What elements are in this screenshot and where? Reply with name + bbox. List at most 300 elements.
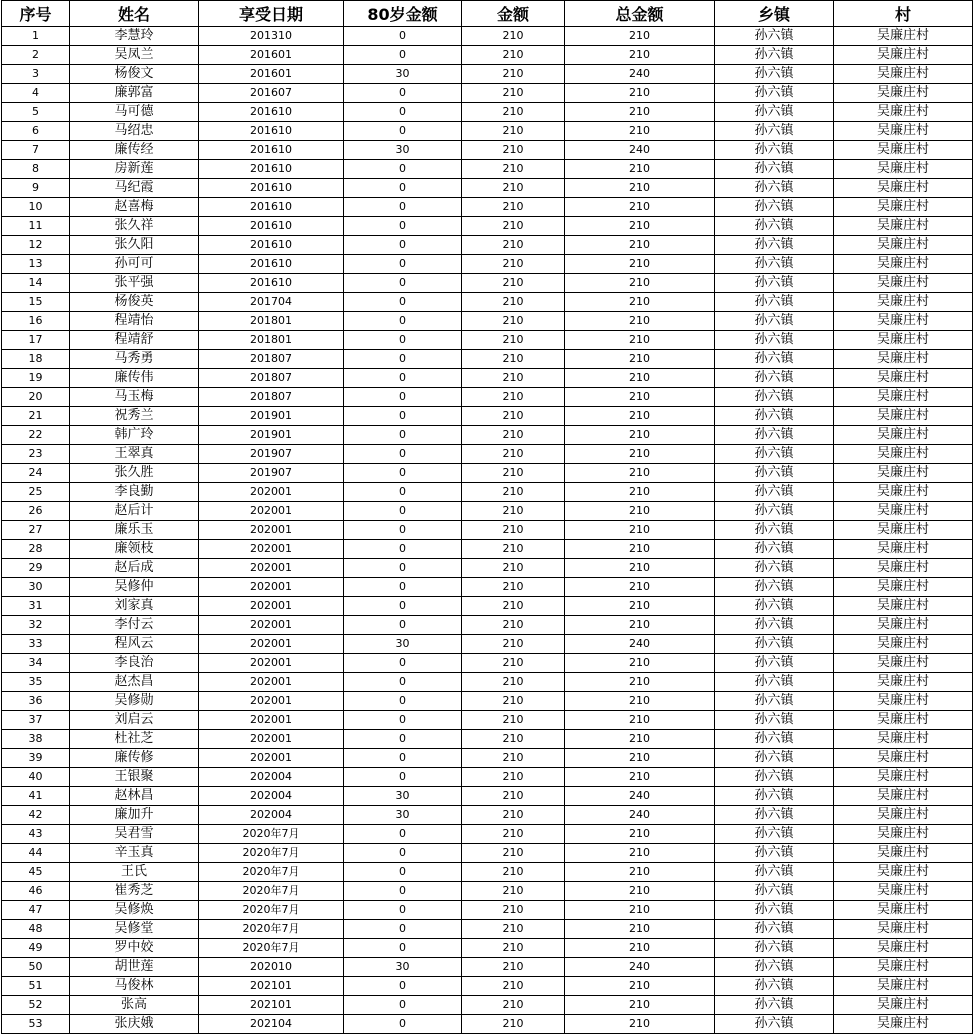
cell-name: 王氏 bbox=[70, 863, 199, 882]
cell-total-amount: 210 bbox=[565, 483, 715, 502]
table-row bbox=[2, 654, 973, 673]
table-row bbox=[2, 160, 973, 179]
header-village: 村 bbox=[834, 1, 973, 27]
cell-total-amount: 210 bbox=[565, 863, 715, 882]
cell-start-date: 202001 bbox=[199, 483, 344, 502]
cell-village: 吴廉庄村 bbox=[834, 483, 973, 502]
cell-start-date: 201310 bbox=[199, 27, 344, 46]
cell-index: 14 bbox=[2, 274, 70, 293]
cell-start-date: 202001 bbox=[199, 540, 344, 559]
cell-total-amount: 210 bbox=[565, 312, 715, 331]
subsidy-table bbox=[1, 0, 973, 1034]
cell-amount: 210 bbox=[462, 255, 565, 274]
cell-town: 孙六镇 bbox=[715, 483, 834, 502]
cell-name: 赵杰昌 bbox=[70, 673, 199, 692]
cell-80-amount: 0 bbox=[344, 559, 462, 578]
cell-village: 吴廉庄村 bbox=[834, 882, 973, 901]
cell-amount: 210 bbox=[462, 597, 565, 616]
cell-total-amount: 210 bbox=[565, 768, 715, 787]
header-start-date: 享受日期 bbox=[199, 1, 344, 27]
cell-80-amount: 30 bbox=[344, 806, 462, 825]
cell-start-date: 201610 bbox=[199, 217, 344, 236]
cell-index: 29 bbox=[2, 559, 70, 578]
cell-start-date: 201801 bbox=[199, 312, 344, 331]
cell-total-amount: 210 bbox=[565, 996, 715, 1015]
cell-town: 孙六镇 bbox=[715, 711, 834, 730]
cell-80-amount: 0 bbox=[344, 445, 462, 464]
cell-amount: 210 bbox=[462, 1015, 565, 1034]
cell-start-date: 201601 bbox=[199, 46, 344, 65]
cell-total-amount: 210 bbox=[565, 711, 715, 730]
cell-village: 吴廉庄村 bbox=[834, 350, 973, 369]
cell-total-amount: 210 bbox=[565, 350, 715, 369]
cell-name: 程风云 bbox=[70, 635, 199, 654]
cell-town: 孙六镇 bbox=[715, 312, 834, 331]
cell-village: 吴廉庄村 bbox=[834, 369, 973, 388]
cell-80-amount: 0 bbox=[344, 730, 462, 749]
cell-start-date: 201901 bbox=[199, 407, 344, 426]
cell-town: 孙六镇 bbox=[715, 578, 834, 597]
cell-village: 吴廉庄村 bbox=[834, 825, 973, 844]
cell-name: 杜社芝 bbox=[70, 730, 199, 749]
cell-village: 吴廉庄村 bbox=[834, 616, 973, 635]
table-row bbox=[2, 844, 973, 863]
cell-name: 王翠真 bbox=[70, 445, 199, 464]
cell-start-date: 201610 bbox=[199, 160, 344, 179]
cell-80-amount: 0 bbox=[344, 160, 462, 179]
cell-name: 张久阳 bbox=[70, 236, 199, 255]
cell-village: 吴廉庄村 bbox=[834, 141, 973, 160]
cell-total-amount: 210 bbox=[565, 369, 715, 388]
cell-total-amount: 210 bbox=[565, 844, 715, 863]
cell-start-date: 201610 bbox=[199, 179, 344, 198]
cell-index: 24 bbox=[2, 464, 70, 483]
cell-name: 韩广玲 bbox=[70, 426, 199, 445]
cell-start-date: 202001 bbox=[199, 673, 344, 692]
cell-name: 祝秀兰 bbox=[70, 407, 199, 426]
cell-80-amount: 0 bbox=[344, 103, 462, 122]
cell-village: 吴廉庄村 bbox=[834, 806, 973, 825]
cell-name: 辛玉真 bbox=[70, 844, 199, 863]
cell-amount: 210 bbox=[462, 901, 565, 920]
cell-name: 廉乐玉 bbox=[70, 521, 199, 540]
cell-town: 孙六镇 bbox=[715, 654, 834, 673]
cell-amount: 210 bbox=[462, 977, 565, 996]
cell-index: 41 bbox=[2, 787, 70, 806]
cell-name: 吴修堂 bbox=[70, 920, 199, 939]
cell-80-amount: 0 bbox=[344, 996, 462, 1015]
cell-start-date: 202004 bbox=[199, 787, 344, 806]
cell-village: 吴廉庄村 bbox=[834, 711, 973, 730]
cell-town: 孙六镇 bbox=[715, 1015, 834, 1034]
cell-80-amount: 0 bbox=[344, 331, 462, 350]
cell-village: 吴廉庄村 bbox=[834, 1015, 973, 1034]
cell-index: 11 bbox=[2, 217, 70, 236]
cell-town: 孙六镇 bbox=[715, 27, 834, 46]
cell-town: 孙六镇 bbox=[715, 426, 834, 445]
cell-town: 孙六镇 bbox=[715, 616, 834, 635]
cell-name: 廉传伟 bbox=[70, 369, 199, 388]
cell-total-amount: 210 bbox=[565, 559, 715, 578]
cell-amount: 210 bbox=[462, 711, 565, 730]
cell-village: 吴廉庄村 bbox=[834, 426, 973, 445]
cell-town: 孙六镇 bbox=[715, 160, 834, 179]
cell-village: 吴廉庄村 bbox=[834, 654, 973, 673]
cell-total-amount: 210 bbox=[565, 540, 715, 559]
cell-80-amount: 0 bbox=[344, 464, 462, 483]
table-row bbox=[2, 768, 973, 787]
table-row bbox=[2, 711, 973, 730]
cell-index: 1 bbox=[2, 27, 70, 46]
cell-index: 30 bbox=[2, 578, 70, 597]
cell-town: 孙六镇 bbox=[715, 939, 834, 958]
cell-village: 吴廉庄村 bbox=[834, 502, 973, 521]
cell-name: 马可德 bbox=[70, 103, 199, 122]
cell-index: 43 bbox=[2, 825, 70, 844]
cell-name: 吴君雪 bbox=[70, 825, 199, 844]
cell-index: 16 bbox=[2, 312, 70, 331]
cell-town: 孙六镇 bbox=[715, 901, 834, 920]
cell-town: 孙六镇 bbox=[715, 540, 834, 559]
cell-80-amount: 0 bbox=[344, 977, 462, 996]
cell-80-amount: 0 bbox=[344, 483, 462, 502]
table-row bbox=[2, 806, 973, 825]
cell-name: 廉加升 bbox=[70, 806, 199, 825]
cell-amount: 210 bbox=[462, 616, 565, 635]
cell-amount: 210 bbox=[462, 198, 565, 217]
cell-index: 49 bbox=[2, 939, 70, 958]
cell-amount: 210 bbox=[462, 996, 565, 1015]
cell-start-date: 202001 bbox=[199, 521, 344, 540]
table-row bbox=[2, 996, 973, 1015]
cell-index: 7 bbox=[2, 141, 70, 160]
cell-index: 53 bbox=[2, 1015, 70, 1034]
cell-index: 2 bbox=[2, 46, 70, 65]
cell-80-amount: 0 bbox=[344, 749, 462, 768]
cell-village: 吴廉庄村 bbox=[834, 939, 973, 958]
cell-index: 51 bbox=[2, 977, 70, 996]
cell-total-amount: 210 bbox=[565, 939, 715, 958]
cell-total-amount: 210 bbox=[565, 255, 715, 274]
cell-amount: 210 bbox=[462, 920, 565, 939]
cell-name: 廉传经 bbox=[70, 141, 199, 160]
cell-town: 孙六镇 bbox=[715, 255, 834, 274]
cell-80-amount: 0 bbox=[344, 616, 462, 635]
cell-town: 孙六镇 bbox=[715, 502, 834, 521]
cell-index: 40 bbox=[2, 768, 70, 787]
cell-80-amount: 30 bbox=[344, 787, 462, 806]
cell-amount: 210 bbox=[462, 141, 565, 160]
cell-village: 吴廉庄村 bbox=[834, 635, 973, 654]
table-row bbox=[2, 445, 973, 464]
cell-town: 孙六镇 bbox=[715, 958, 834, 977]
cell-amount: 210 bbox=[462, 939, 565, 958]
cell-index: 6 bbox=[2, 122, 70, 141]
cell-town: 孙六镇 bbox=[715, 597, 834, 616]
table-row bbox=[2, 369, 973, 388]
cell-start-date: 202001 bbox=[199, 730, 344, 749]
cell-village: 吴廉庄村 bbox=[834, 293, 973, 312]
cell-start-date: 201907 bbox=[199, 464, 344, 483]
cell-village: 吴廉庄村 bbox=[834, 331, 973, 350]
table-row bbox=[2, 787, 973, 806]
table-row bbox=[2, 977, 973, 996]
cell-total-amount: 210 bbox=[565, 1015, 715, 1034]
cell-total-amount: 210 bbox=[565, 46, 715, 65]
cell-amount: 210 bbox=[462, 578, 565, 597]
cell-index: 45 bbox=[2, 863, 70, 882]
cell-name: 廉领枝 bbox=[70, 540, 199, 559]
cell-name: 赵后成 bbox=[70, 559, 199, 578]
cell-name: 马秀勇 bbox=[70, 350, 199, 369]
cell-index: 3 bbox=[2, 65, 70, 84]
cell-80-amount: 0 bbox=[344, 844, 462, 863]
cell-index: 47 bbox=[2, 901, 70, 920]
cell-village: 吴廉庄村 bbox=[834, 217, 973, 236]
cell-start-date: 201807 bbox=[199, 388, 344, 407]
cell-name: 廉传修 bbox=[70, 749, 199, 768]
cell-village: 吴廉庄村 bbox=[834, 236, 973, 255]
cell-start-date: 201704 bbox=[199, 293, 344, 312]
cell-town: 孙六镇 bbox=[715, 768, 834, 787]
table-row bbox=[2, 350, 973, 369]
cell-village: 吴廉庄村 bbox=[834, 103, 973, 122]
cell-town: 孙六镇 bbox=[715, 882, 834, 901]
cell-total-amount: 210 bbox=[565, 331, 715, 350]
cell-amount: 210 bbox=[462, 958, 565, 977]
cell-amount: 210 bbox=[462, 388, 565, 407]
cell-village: 吴廉庄村 bbox=[834, 749, 973, 768]
table-row bbox=[2, 692, 973, 711]
cell-start-date: 202101 bbox=[199, 996, 344, 1015]
cell-village: 吴廉庄村 bbox=[834, 996, 973, 1015]
cell-amount: 210 bbox=[462, 350, 565, 369]
cell-name: 李慧玲 bbox=[70, 27, 199, 46]
cell-name: 刘启云 bbox=[70, 711, 199, 730]
cell-village: 吴廉庄村 bbox=[834, 901, 973, 920]
cell-start-date: 202001 bbox=[199, 692, 344, 711]
cell-town: 孙六镇 bbox=[715, 236, 834, 255]
cell-name: 李良勤 bbox=[70, 483, 199, 502]
cell-village: 吴廉庄村 bbox=[834, 787, 973, 806]
table-row bbox=[2, 521, 973, 540]
cell-village: 吴廉庄村 bbox=[834, 844, 973, 863]
cell-name: 胡世莲 bbox=[70, 958, 199, 977]
cell-name: 张庆娥 bbox=[70, 1015, 199, 1034]
cell-name: 马俊林 bbox=[70, 977, 199, 996]
cell-index: 17 bbox=[2, 331, 70, 350]
cell-total-amount: 210 bbox=[565, 825, 715, 844]
cell-town: 孙六镇 bbox=[715, 730, 834, 749]
cell-name: 马纪霞 bbox=[70, 179, 199, 198]
cell-total-amount: 210 bbox=[565, 445, 715, 464]
cell-name: 程靖舒 bbox=[70, 331, 199, 350]
cell-80-amount: 0 bbox=[344, 901, 462, 920]
cell-total-amount: 240 bbox=[565, 806, 715, 825]
cell-80-amount: 0 bbox=[344, 407, 462, 426]
cell-80-amount: 0 bbox=[344, 27, 462, 46]
cell-name: 马绍忠 bbox=[70, 122, 199, 141]
cell-total-amount: 210 bbox=[565, 692, 715, 711]
cell-name: 吴修勋 bbox=[70, 692, 199, 711]
table-row bbox=[2, 198, 973, 217]
table-row bbox=[2, 84, 973, 103]
cell-start-date: 202001 bbox=[199, 616, 344, 635]
cell-index: 36 bbox=[2, 692, 70, 711]
cell-amount: 210 bbox=[462, 635, 565, 654]
cell-name: 吴修焕 bbox=[70, 901, 199, 920]
cell-start-date: 201907 bbox=[199, 445, 344, 464]
cell-80-amount: 0 bbox=[344, 350, 462, 369]
cell-town: 孙六镇 bbox=[715, 559, 834, 578]
table-row bbox=[2, 179, 973, 198]
table-row bbox=[2, 426, 973, 445]
cell-80-amount: 0 bbox=[344, 920, 462, 939]
cell-80-amount: 0 bbox=[344, 768, 462, 787]
table-row bbox=[2, 236, 973, 255]
cell-80-amount: 30 bbox=[344, 141, 462, 160]
cell-village: 吴廉庄村 bbox=[834, 863, 973, 882]
cell-80-amount: 0 bbox=[344, 939, 462, 958]
cell-index: 35 bbox=[2, 673, 70, 692]
cell-village: 吴廉庄村 bbox=[834, 445, 973, 464]
table-row bbox=[2, 331, 973, 350]
cell-total-amount: 210 bbox=[565, 236, 715, 255]
cell-80-amount: 0 bbox=[344, 521, 462, 540]
table-row bbox=[2, 65, 973, 84]
cell-amount: 210 bbox=[462, 217, 565, 236]
cell-name: 赵喜梅 bbox=[70, 198, 199, 217]
cell-amount: 210 bbox=[462, 787, 565, 806]
table-row bbox=[2, 958, 973, 977]
cell-80-amount: 0 bbox=[344, 711, 462, 730]
cell-name: 杨俊英 bbox=[70, 293, 199, 312]
cell-80-amount: 0 bbox=[344, 388, 462, 407]
cell-index: 46 bbox=[2, 882, 70, 901]
cell-total-amount: 210 bbox=[565, 426, 715, 445]
cell-amount: 210 bbox=[462, 312, 565, 331]
cell-index: 21 bbox=[2, 407, 70, 426]
cell-town: 孙六镇 bbox=[715, 787, 834, 806]
cell-name: 罗中姣 bbox=[70, 939, 199, 958]
cell-index: 5 bbox=[2, 103, 70, 122]
table-row bbox=[2, 464, 973, 483]
cell-village: 吴廉庄村 bbox=[834, 768, 973, 787]
cell-total-amount: 210 bbox=[565, 274, 715, 293]
cell-start-date: 202001 bbox=[199, 749, 344, 768]
cell-amount: 210 bbox=[462, 274, 565, 293]
cell-name: 廉郭富 bbox=[70, 84, 199, 103]
cell-start-date: 202001 bbox=[199, 635, 344, 654]
cell-index: 10 bbox=[2, 198, 70, 217]
cell-town: 孙六镇 bbox=[715, 217, 834, 236]
cell-town: 孙六镇 bbox=[715, 179, 834, 198]
cell-80-amount: 0 bbox=[344, 369, 462, 388]
cell-80-amount: 0 bbox=[344, 46, 462, 65]
cell-name: 赵林昌 bbox=[70, 787, 199, 806]
cell-index: 4 bbox=[2, 84, 70, 103]
table-row bbox=[2, 312, 973, 331]
cell-amount: 210 bbox=[462, 844, 565, 863]
cell-index: 32 bbox=[2, 616, 70, 635]
cell-start-date: 202004 bbox=[199, 768, 344, 787]
cell-80-amount: 0 bbox=[344, 293, 462, 312]
cell-name: 李良治 bbox=[70, 654, 199, 673]
cell-amount: 210 bbox=[462, 426, 565, 445]
cell-80-amount: 0 bbox=[344, 882, 462, 901]
cell-start-date: 202001 bbox=[199, 711, 344, 730]
cell-total-amount: 210 bbox=[565, 84, 715, 103]
cell-amount: 210 bbox=[462, 863, 565, 882]
cell-total-amount: 240 bbox=[565, 65, 715, 84]
cell-name: 张久胜 bbox=[70, 464, 199, 483]
cell-index: 48 bbox=[2, 920, 70, 939]
table-row bbox=[2, 825, 973, 844]
cell-town: 孙六镇 bbox=[715, 141, 834, 160]
cell-index: 33 bbox=[2, 635, 70, 654]
cell-start-date: 2020年7月 bbox=[199, 901, 344, 920]
cell-total-amount: 240 bbox=[565, 141, 715, 160]
cell-total-amount: 210 bbox=[565, 730, 715, 749]
table-row bbox=[2, 673, 973, 692]
cell-total-amount: 240 bbox=[565, 958, 715, 977]
cell-index: 39 bbox=[2, 749, 70, 768]
cell-town: 孙六镇 bbox=[715, 521, 834, 540]
cell-index: 15 bbox=[2, 293, 70, 312]
table-row bbox=[2, 863, 973, 882]
cell-amount: 210 bbox=[462, 483, 565, 502]
cell-village: 吴廉庄村 bbox=[834, 179, 973, 198]
table-row bbox=[2, 103, 973, 122]
cell-total-amount: 210 bbox=[565, 502, 715, 521]
cell-amount: 210 bbox=[462, 749, 565, 768]
cell-index: 18 bbox=[2, 350, 70, 369]
cell-80-amount: 0 bbox=[344, 312, 462, 331]
cell-name: 李付云 bbox=[70, 616, 199, 635]
cell-total-amount: 210 bbox=[565, 673, 715, 692]
cell-80-amount: 0 bbox=[344, 597, 462, 616]
table-row bbox=[2, 122, 973, 141]
cell-village: 吴廉庄村 bbox=[834, 540, 973, 559]
cell-total-amount: 210 bbox=[565, 217, 715, 236]
cell-town: 孙六镇 bbox=[715, 350, 834, 369]
cell-amount: 210 bbox=[462, 559, 565, 578]
cell-name: 刘家真 bbox=[70, 597, 199, 616]
cell-amount: 210 bbox=[462, 445, 565, 464]
cell-index: 37 bbox=[2, 711, 70, 730]
cell-total-amount: 210 bbox=[565, 27, 715, 46]
cell-start-date: 201610 bbox=[199, 236, 344, 255]
table-row bbox=[2, 540, 973, 559]
table-row bbox=[2, 635, 973, 654]
cell-town: 孙六镇 bbox=[715, 274, 834, 293]
cell-village: 吴廉庄村 bbox=[834, 122, 973, 141]
table-row bbox=[2, 578, 973, 597]
table-row bbox=[2, 882, 973, 901]
cell-total-amount: 210 bbox=[565, 901, 715, 920]
cell-total-amount: 240 bbox=[565, 635, 715, 654]
cell-start-date: 201610 bbox=[199, 255, 344, 274]
cell-amount: 210 bbox=[462, 464, 565, 483]
cell-town: 孙六镇 bbox=[715, 825, 834, 844]
cell-town: 孙六镇 bbox=[715, 65, 834, 84]
cell-name: 杨俊文 bbox=[70, 65, 199, 84]
cell-index: 31 bbox=[2, 597, 70, 616]
cell-total-amount: 210 bbox=[565, 198, 715, 217]
cell-80-amount: 0 bbox=[344, 217, 462, 236]
cell-index: 13 bbox=[2, 255, 70, 274]
cell-total-amount: 210 bbox=[565, 293, 715, 312]
